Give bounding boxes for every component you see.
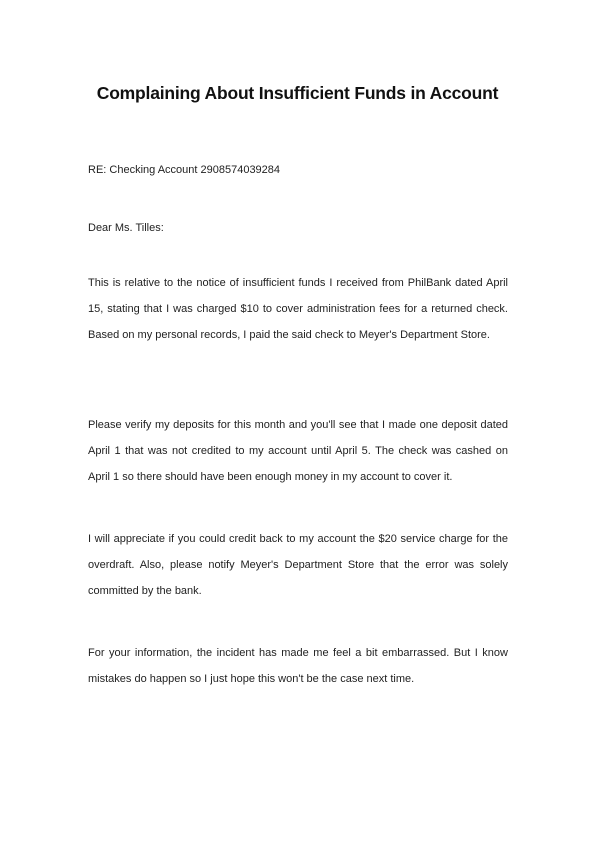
- paragraph-1: This is relative to the notice of insufficient funds I received from PhilBank dated April 15, stating that I was charged $10 to cover administration fees for a returned check. Based on my personal records, I paid the said check to Meyer's Department Store.: [88, 277, 508, 341]
- paragraph-4: For your information, the incident has made me feel a bit embarrassed. But I know mistakes do happen so I just hope this won't be the case next time.: [88, 647, 508, 685]
- salutation: Dear Ms. Tilles:: [88, 222, 164, 234]
- document-title: Complaining About Insufficient Funds in Account: [96, 83, 499, 103]
- reference-line: RE: Checking Account 2908574039284: [88, 164, 281, 176]
- paragraph-3: I will appreciate if you could credit back to my account the $20 service charge for the overdraft. Also, please notify Meyer's Department Store that the error was solely committed by the bank.: [88, 533, 508, 597]
- paragraph-2: Please verify my deposits for this month and you'll see that I made one deposit dated April 1 that was not credited to my account until April 5. The check was cashed on April 1 so there should have been enough money in my account to cover it.: [88, 419, 508, 483]
